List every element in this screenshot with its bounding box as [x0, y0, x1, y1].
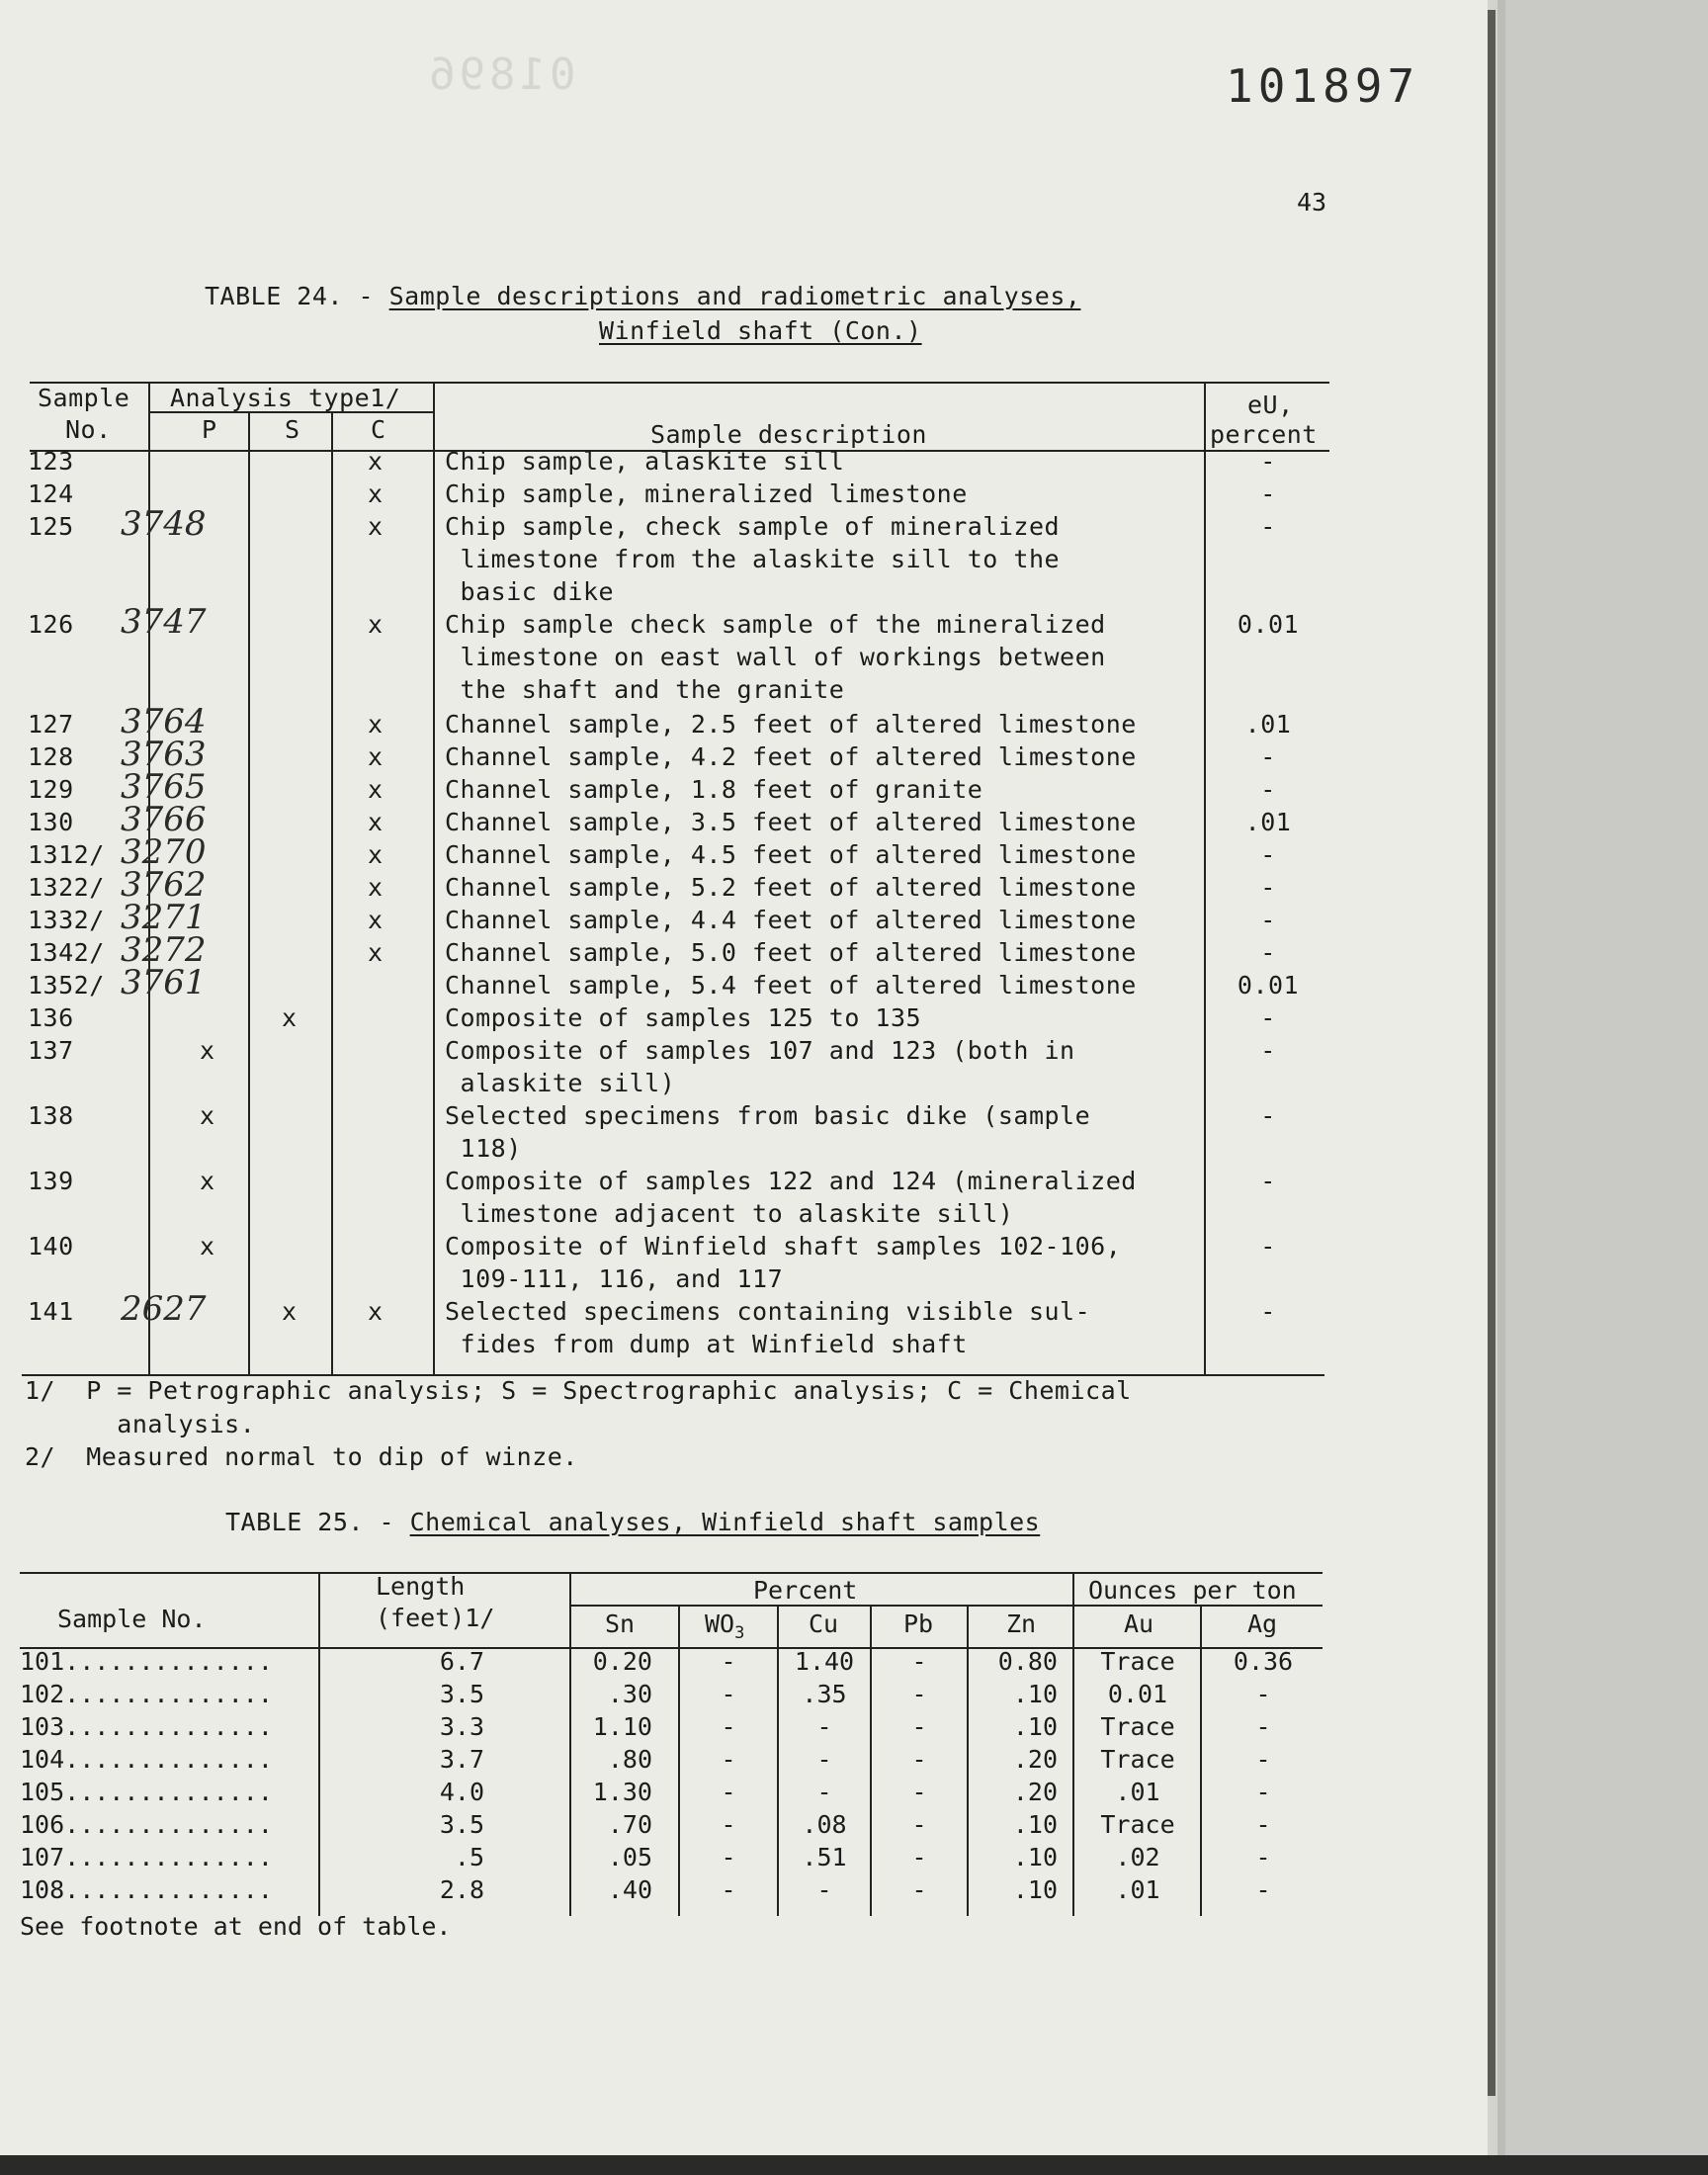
sample-number: 1332/: [28, 906, 105, 934]
sample-description-line: Selected specimens from basic dike (sample: [445, 1101, 1091, 1130]
ag-value: -: [1255, 1712, 1271, 1741]
sample-number: 129: [28, 775, 74, 804]
handwritten-number: 3747: [121, 602, 207, 642]
table25-col-divider-1: [318, 1572, 320, 1916]
handwritten-number: 3272: [121, 930, 207, 970]
pb-value: -: [911, 1647, 927, 1676]
sn-value: .05: [607, 1843, 652, 1871]
sample-description-line: Channel sample, 2.5 feet of altered limestone: [445, 710, 1137, 739]
sample-number: 137: [28, 1036, 74, 1065]
analysis-p-mark: x: [200, 1167, 215, 1195]
sample-description-line: limestone from the alaskite sill to the: [445, 545, 1061, 573]
table24-title-prefix: TABLE 24. -: [205, 282, 389, 310]
t25-header-cu: Cu: [809, 1610, 839, 1638]
cu-value: .35: [802, 1680, 847, 1708]
table25-title-prefix: TABLE 25. -: [225, 1508, 410, 1536]
analysis-p-mark: x: [200, 1232, 215, 1261]
sample-description-line: Channel sample, 1.8 feet of granite: [445, 775, 983, 804]
pb-value: -: [911, 1875, 927, 1904]
sample-number: 106..............: [20, 1810, 273, 1839]
sample-number: 1342/: [28, 938, 105, 967]
sample-description-line: 118): [445, 1134, 522, 1163]
eu-percent: -: [1260, 1297, 1276, 1326]
ag-value: -: [1255, 1810, 1271, 1839]
sample-number: 1322/: [28, 873, 105, 902]
header-eu-line2: percent: [1210, 420, 1318, 449]
eu-percent: -: [1260, 840, 1276, 869]
eu-percent: -: [1260, 447, 1276, 476]
wo3-value: -: [721, 1745, 736, 1774]
t25-header-pb: Pb: [903, 1610, 934, 1638]
analysis-s-mark: x: [282, 1003, 298, 1032]
wo3-value: -: [721, 1843, 736, 1871]
ag-value: -: [1255, 1680, 1271, 1708]
table25-col-divider-2: [569, 1572, 571, 1916]
sample-number: 1312/: [28, 840, 105, 869]
sample-description-line: the shaft and the granite: [445, 675, 845, 704]
zn-value: .10: [1012, 1712, 1058, 1741]
analysis-p-mark: x: [200, 1101, 215, 1130]
sample-number: 105..............: [20, 1778, 273, 1806]
cu-value: .51: [802, 1843, 847, 1871]
handwritten-number: 3766: [121, 800, 207, 839]
sample-number: 101..............: [20, 1647, 273, 1676]
cu-value: 1.40: [794, 1647, 855, 1676]
analysis-c-mark: x: [368, 710, 384, 739]
au-value: Trace: [1100, 1647, 1175, 1676]
wo3-value: -: [721, 1647, 736, 1676]
handwritten-number: 3765: [121, 767, 207, 807]
eu-percent: -: [1260, 1036, 1276, 1065]
cu-value: -: [816, 1745, 832, 1774]
analysis-c-mark: x: [368, 938, 384, 967]
handwritten-number: 3762: [121, 865, 207, 905]
sample-description-line: Chip sample, alaskite sill: [445, 447, 845, 476]
handwritten-number: 3764: [121, 702, 207, 741]
sample-description-line: fides from dump at Winfield shaft: [445, 1330, 968, 1358]
cu-value: -: [816, 1712, 832, 1741]
zn-value: .10: [1012, 1680, 1058, 1708]
sample-description-line: basic dike: [445, 577, 615, 606]
table24-col-divider-3: [331, 411, 333, 1374]
header-description: Sample description: [650, 420, 927, 449]
pb-value: -: [911, 1745, 927, 1774]
sample-description-line: Composite of samples 125 to 135: [445, 1003, 922, 1032]
eu-percent: -: [1260, 938, 1276, 967]
analysis-c-mark: x: [368, 906, 384, 934]
table24-footnote-1: 1/ P = Petrographic analysis; S = Spectrographic analysis; C = Chemical: [25, 1376, 1132, 1405]
eu-percent: -: [1260, 479, 1276, 508]
t25-header-ag: Ag: [1247, 1610, 1278, 1638]
sample-number: 130: [28, 808, 74, 836]
sample-description-line: limestone adjacent to alaskite sill): [445, 1199, 1014, 1228]
table25-col-divider-5: [870, 1605, 872, 1916]
eu-percent: 0.01: [1237, 971, 1300, 1000]
ag-value: 0.36: [1233, 1647, 1294, 1676]
t25-header-ounces: Ounces per ton: [1088, 1576, 1297, 1605]
length-value: 3.5: [439, 1680, 484, 1708]
ag-value: -: [1255, 1778, 1271, 1806]
table24-col-divider-2: [248, 411, 250, 1374]
eu-percent: -: [1260, 1101, 1276, 1130]
sample-description-line: Channel sample, 3.5 feet of altered limestone: [445, 808, 1137, 836]
cu-value: .08: [802, 1810, 847, 1839]
analysis-c-mark: x: [368, 775, 384, 804]
sample-number: 136: [28, 1003, 74, 1032]
analysis-s-mark: x: [282, 1297, 298, 1326]
analysis-c-mark: x: [368, 447, 384, 476]
analysis-c-mark: x: [368, 873, 384, 902]
wo3-value: -: [721, 1875, 736, 1904]
au-value: Trace: [1100, 1745, 1175, 1774]
sample-number: 140: [28, 1232, 74, 1261]
sample-number: 126: [28, 610, 74, 639]
table25-top-rule: [20, 1572, 1323, 1574]
length-value: 3.3: [439, 1712, 484, 1741]
wo3-value: -: [721, 1778, 736, 1806]
sample-description-line: Chip sample, mineralized limestone: [445, 479, 968, 508]
au-value: Trace: [1100, 1810, 1175, 1839]
zn-value: .20: [1012, 1778, 1058, 1806]
sn-value: .30: [607, 1680, 652, 1708]
zn-value: .20: [1012, 1745, 1058, 1774]
table24-title-line1: Sample descriptions and radiometric analyses,: [388, 282, 1081, 310]
analysis-c-mark: x: [368, 610, 384, 639]
page-edge: [1488, 10, 1495, 2096]
header-eu-line1: eU,: [1247, 391, 1294, 419]
sample-description-line: 109-111, 116, and 117: [445, 1264, 784, 1293]
au-value: Trace: [1100, 1712, 1175, 1741]
au-value: .02: [1115, 1843, 1160, 1871]
wo3-value: -: [721, 1810, 736, 1839]
sample-number: 102..............: [20, 1680, 273, 1708]
sample-description-line: Channel sample, 5.4 feet of altered limestone: [445, 971, 1137, 1000]
sample-description-line: Channel sample, 5.2 feet of altered limestone: [445, 873, 1137, 902]
ag-value: -: [1255, 1745, 1271, 1774]
table24-title: [205, 282, 1080, 310]
sample-number: 139: [28, 1167, 74, 1195]
table24-footnote-1-cont: analysis.: [25, 1410, 256, 1438]
header-c: C: [371, 415, 386, 444]
pb-value: -: [911, 1680, 927, 1708]
analysis-c-mark: x: [368, 808, 384, 836]
t25-header-percent: Percent: [753, 1576, 858, 1605]
zn-value: .10: [1012, 1875, 1058, 1904]
sn-value: 1.30: [592, 1778, 652, 1806]
length-value: 4.0: [439, 1778, 484, 1806]
eu-percent: -: [1260, 742, 1276, 771]
handwritten-number: 3763: [121, 735, 207, 774]
sample-number: 108..............: [20, 1875, 273, 1904]
zn-value: 0.80: [997, 1647, 1058, 1676]
sample-number: 124: [28, 479, 74, 508]
eu-percent: -: [1260, 1003, 1276, 1032]
table25-col-divider-7: [1072, 1572, 1074, 1916]
sample-description-line: Channel sample, 4.5 feet of altered limestone: [445, 840, 1137, 869]
pb-value: -: [911, 1778, 927, 1806]
wo3-value: -: [721, 1712, 736, 1741]
sample-number: 103..............: [20, 1712, 273, 1741]
handwritten-number: 3748: [121, 504, 207, 544]
au-value: 0.01: [1107, 1680, 1168, 1708]
sample-number: 104..............: [20, 1745, 273, 1774]
table24-col-divider-5: [1204, 382, 1206, 1374]
document-number: 101897: [1226, 59, 1420, 113]
table25-col-divider-6: [967, 1605, 969, 1916]
eu-percent: -: [1260, 512, 1276, 541]
analysis-c-mark: x: [368, 479, 384, 508]
sn-value: 0.20: [592, 1647, 652, 1676]
t25-header-au: Au: [1124, 1610, 1154, 1638]
header-p: P: [202, 415, 217, 444]
table25-title: [225, 1508, 1040, 1536]
sample-description-line: Chip sample check sample of the mineralized: [445, 610, 1106, 639]
zn-value: .10: [1012, 1810, 1058, 1839]
handwritten-number: 3270: [121, 832, 207, 872]
length-value: .5: [454, 1843, 484, 1871]
length-value: 3.7: [439, 1745, 484, 1774]
t25-header-sn: Sn: [605, 1610, 636, 1638]
sample-description-line: Chip sample, check sample of mineralized: [445, 512, 1061, 541]
ag-value: -: [1255, 1875, 1271, 1904]
t25-header-zn: Zn: [1006, 1610, 1037, 1638]
sample-number: 1352/: [28, 971, 105, 1000]
eu-percent: .01: [1244, 710, 1292, 739]
sample-number: 123: [28, 447, 74, 476]
eu-percent: -: [1260, 775, 1276, 804]
scan-bottom-bar: [0, 2155, 1708, 2175]
table24-title-line2: Winfield shaft (Con.): [599, 316, 922, 345]
t25-header-sample: Sample No.: [57, 1605, 207, 1633]
sample-number: 125: [28, 512, 74, 541]
sn-value: .70: [607, 1810, 652, 1839]
cu-value: -: [816, 1875, 832, 1904]
ag-value: -: [1255, 1843, 1271, 1871]
sample-description-line: Composite of samples 122 and 124 (mineralized: [445, 1167, 1137, 1195]
zn-value: .10: [1012, 1843, 1058, 1871]
au-value: .01: [1115, 1778, 1160, 1806]
au-value: .01: [1115, 1875, 1160, 1904]
sample-description-line: Channel sample, 5.0 feet of altered limestone: [445, 938, 1137, 967]
table25-col-divider-4: [777, 1605, 779, 1916]
sample-description-line: Composite of Winfield shaft samples 102-106,: [445, 1232, 1122, 1261]
analysis-c-mark: x: [368, 512, 384, 541]
header-sample-line1: Sample: [38, 384, 130, 412]
table25-title-text: Chemical analyses, Winfield shaft samples: [409, 1508, 1041, 1536]
sample-description-line: alaskite sill): [445, 1069, 676, 1097]
analysis-p-mark: x: [200, 1036, 215, 1065]
sample-number: 107..............: [20, 1843, 273, 1871]
cu-value: -: [816, 1778, 832, 1806]
sn-value: 1.10: [592, 1712, 652, 1741]
sample-description-line: Composite of samples 107 and 123 (both in: [445, 1036, 1075, 1065]
handwritten-number: 3271: [121, 898, 207, 937]
header-sample-line2: No.: [65, 415, 112, 444]
handwritten-number: 3761: [121, 963, 207, 1002]
t25-header-wo3: $WO_3$: [705, 1610, 745, 1643]
analysis-c-mark: x: [368, 840, 384, 869]
sample-number: 127: [28, 710, 74, 739]
sample-description-line: Selected specimens containing visible sul-: [445, 1297, 1091, 1326]
faint-stamp: 01896: [425, 49, 576, 100]
analysis-c-mark: x: [368, 1297, 384, 1326]
t25-header-length-1: Length: [376, 1572, 466, 1601]
t25-header-length-2: (feet)1/: [376, 1604, 495, 1632]
sn-value: .40: [607, 1875, 652, 1904]
table24-footnote-2: 2/ Measured normal to dip of winze.: [25, 1442, 578, 1471]
pb-value: -: [911, 1712, 927, 1741]
length-value: 2.8: [439, 1875, 484, 1904]
sample-number: 141: [28, 1297, 74, 1326]
handwritten-number: 2627: [121, 1289, 207, 1329]
sample-description-line: Channel sample, 4.2 feet of altered limestone: [445, 742, 1137, 771]
sample-number: 128: [28, 742, 74, 771]
table25-group-rule: [571, 1605, 1323, 1607]
length-value: 3.5: [439, 1810, 484, 1839]
sample-description-line: Channel sample, 4.4 feet of altered limestone: [445, 906, 1137, 934]
analysis-c-mark: x: [368, 742, 384, 771]
eu-percent: -: [1260, 1232, 1276, 1261]
sample-number: 138: [28, 1101, 74, 1130]
table25-col-divider-3: [678, 1605, 680, 1916]
eu-percent: -: [1260, 873, 1276, 902]
table25-col-divider-8: [1200, 1605, 1202, 1916]
sn-value: .80: [607, 1745, 652, 1774]
page-number: 43: [1297, 188, 1327, 217]
pb-value: -: [911, 1843, 927, 1871]
wo3-value: -: [721, 1680, 736, 1708]
pb-value: -: [911, 1810, 927, 1839]
scan-background: [1505, 0, 1708, 2175]
eu-percent: -: [1260, 1167, 1276, 1195]
length-value: 6.7: [439, 1647, 484, 1676]
sample-description-line: limestone on east wall of workings between: [445, 643, 1106, 671]
table25-footnote: See footnote at end of table.: [20, 1912, 452, 1941]
header-s: S: [285, 415, 300, 444]
eu-percent: 0.01: [1237, 610, 1300, 639]
header-analysis-type: Analysis type1/: [170, 384, 401, 412]
table24-col-divider-4: [433, 382, 435, 1374]
eu-percent: .01: [1244, 808, 1292, 836]
eu-percent: -: [1260, 906, 1276, 934]
